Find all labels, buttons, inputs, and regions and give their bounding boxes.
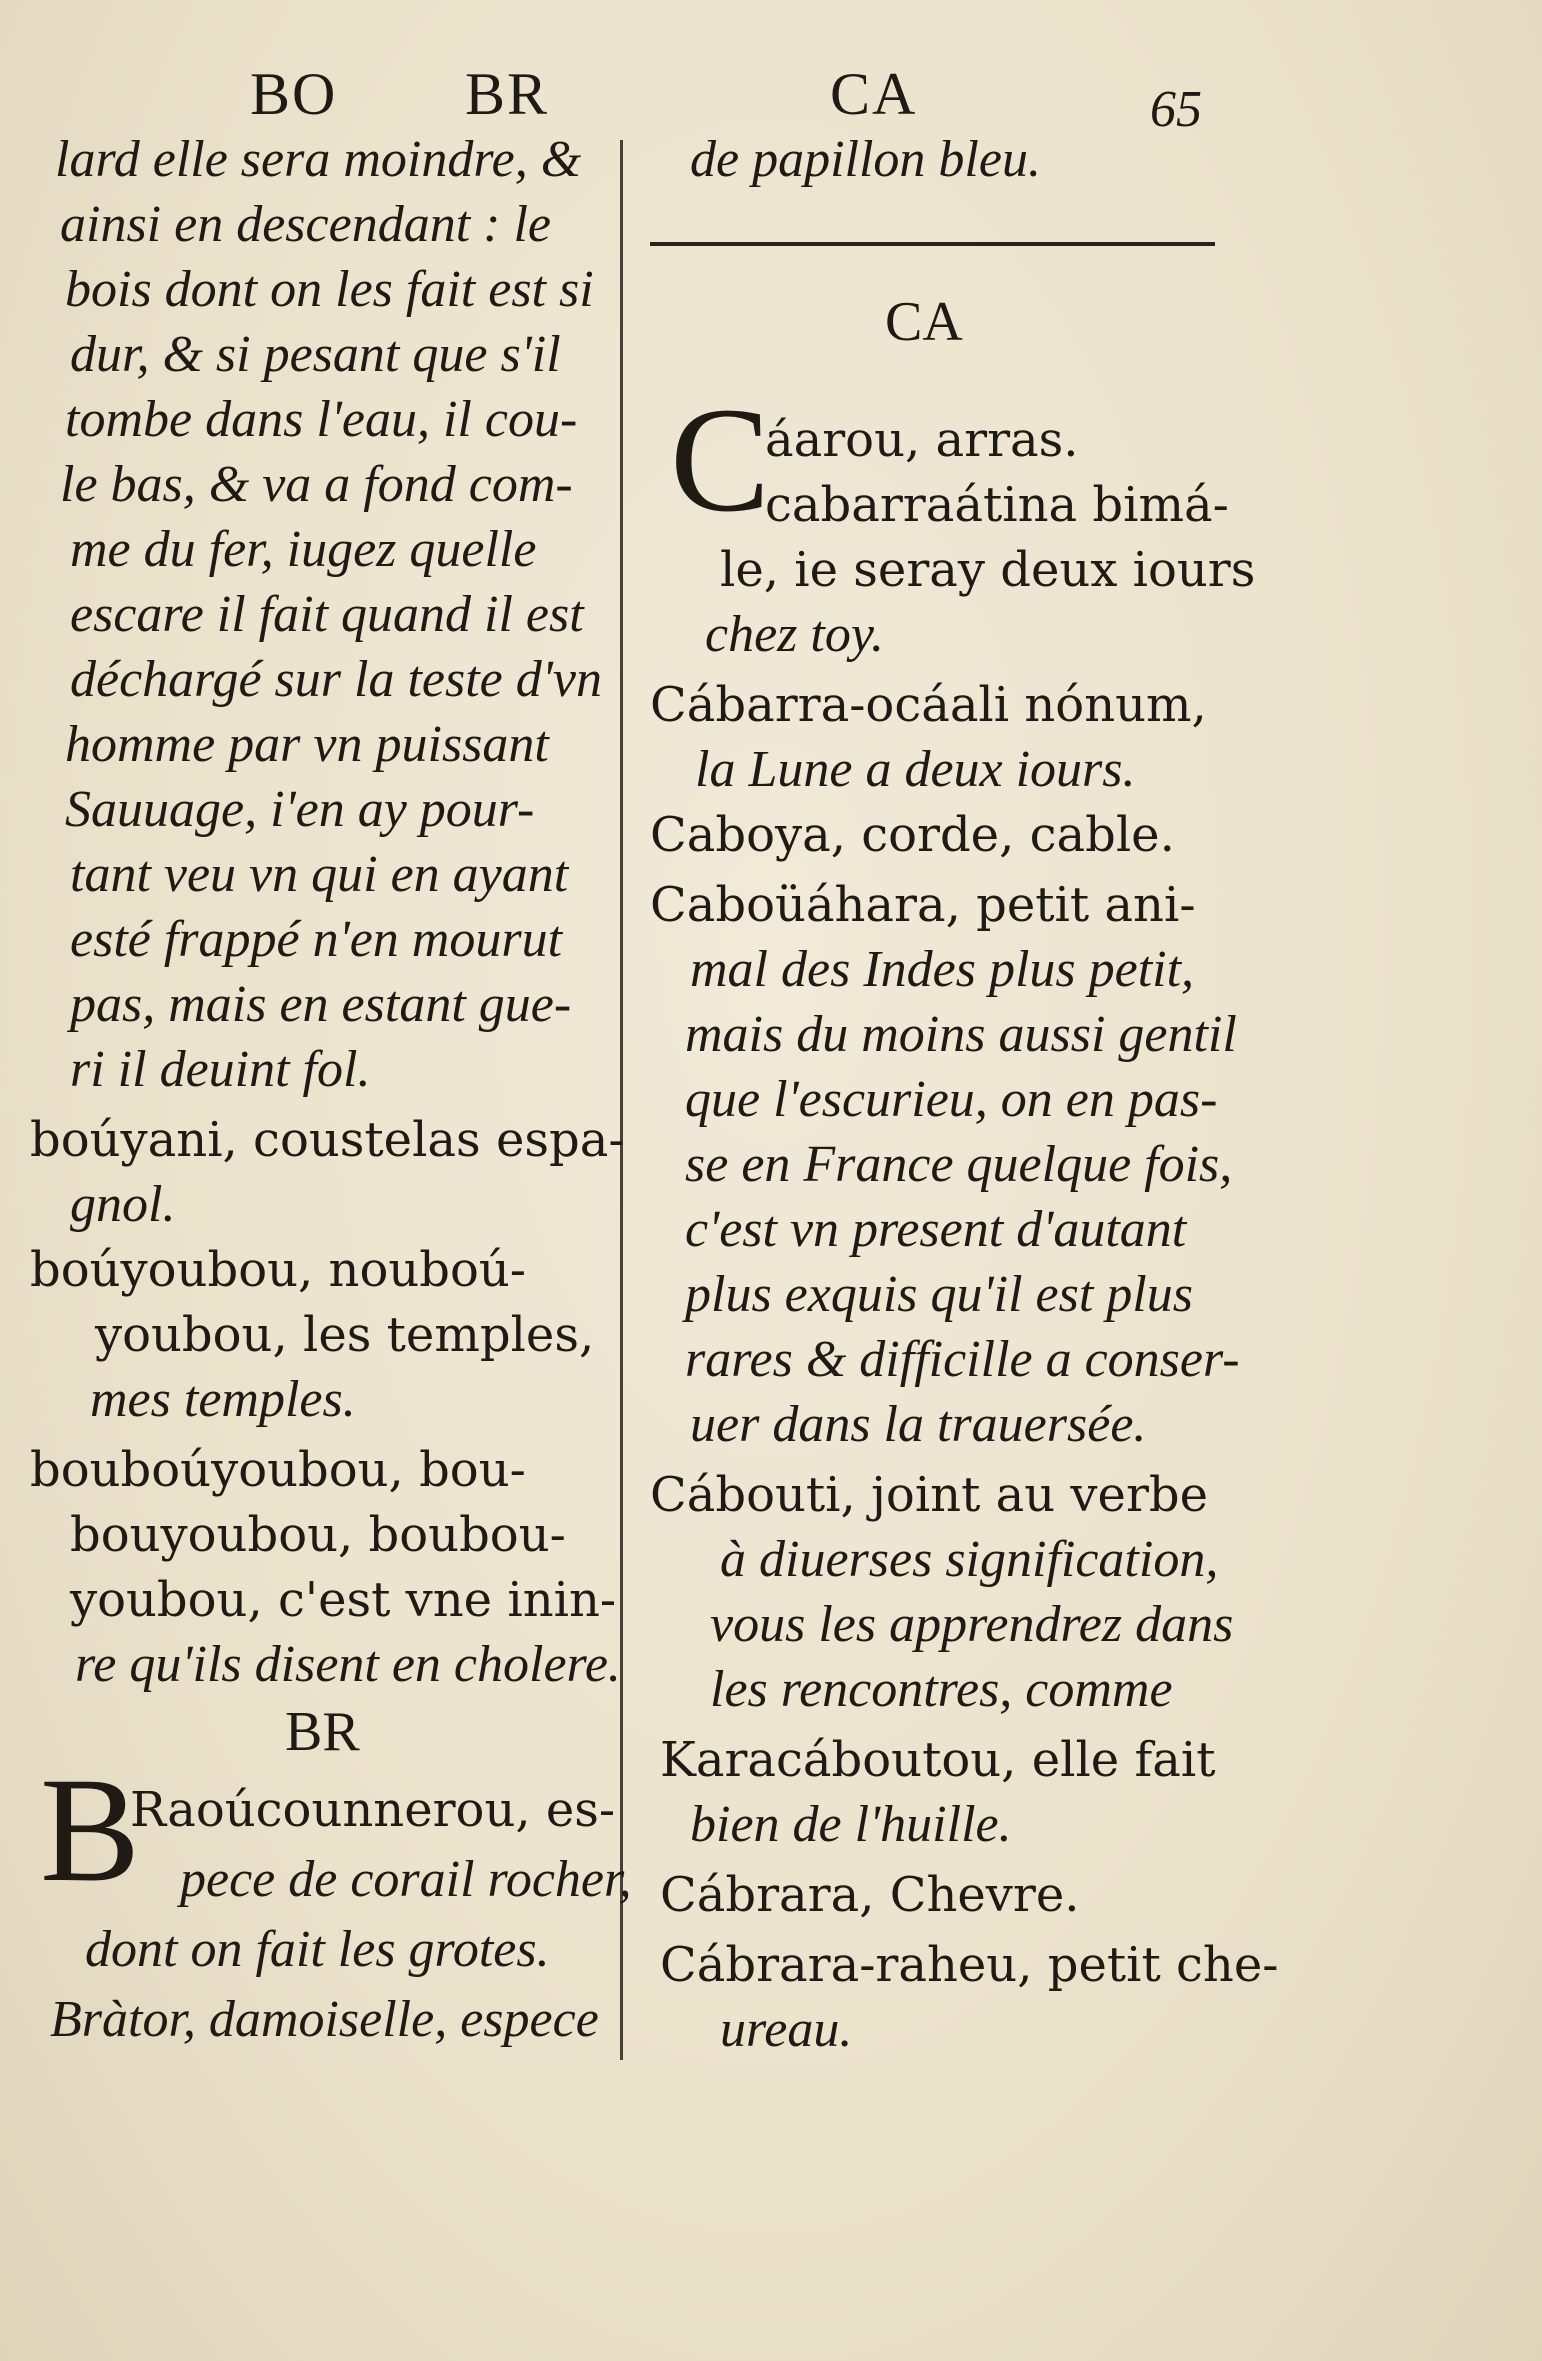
left-line: pece de corail rocher,: [180, 1851, 632, 1908]
left-line: bouboúyoubou, bou-: [30, 1442, 526, 1498]
right-line: mal des Indes plus petit,: [690, 941, 1195, 998]
left-line: escare il fait quand il est: [70, 586, 584, 643]
right-line: à diuerses signification,: [720, 1531, 1219, 1588]
right-line: que l'escurieu, on en pas-: [685, 1071, 1218, 1128]
right-line: les rencontres, comme: [710, 1661, 1173, 1718]
right-line: mais du moins aussi gentil: [685, 1006, 1237, 1063]
left-line: tombe dans l'eau, il cou-: [65, 391, 578, 448]
left-line: Raoúcounnerou, es-: [130, 1782, 616, 1838]
left-line: déchargé sur la teste d'vn: [70, 651, 602, 708]
right-line: Cábarra-ocáali nónum,: [650, 677, 1207, 733]
right-line: se en France quelque fois,: [685, 1136, 1233, 1193]
header-left-1: BO: [250, 61, 338, 127]
left-line: youbou, les temples,: [95, 1307, 595, 1363]
page-number: 65: [1150, 81, 1202, 138]
right-line: plus exquis qu'il est plus: [685, 1266, 1193, 1323]
right-line: vous les apprendrez dans: [710, 1596, 1234, 1653]
left-line: boúyoubou, nouboú-: [30, 1242, 527, 1298]
dropcap-c: C: [670, 377, 771, 543]
left-line: boúyani, coustelas espa-: [30, 1112, 625, 1168]
left-line: tant veu vn qui en ayant: [70, 846, 569, 903]
right-line: la Lune a deux iours.: [695, 741, 1136, 798]
right-line: c'est vn present d'autant: [685, 1201, 1187, 1258]
right-line: chez toy.: [705, 606, 885, 663]
left-line: Sauuage, i'en ay pour-: [65, 781, 535, 838]
right-line: Cábrara-raheu, petit che-: [660, 1937, 1279, 1993]
right-line: Karacáboutou, elle fait: [660, 1732, 1216, 1788]
left-line: dont on fait les grotes.: [85, 1921, 550, 1978]
right-line: ureau.: [720, 2001, 853, 2058]
left-line: me du fer, iugez quelle: [70, 521, 537, 578]
header-left-2: BR: [465, 61, 550, 127]
left-line: youbou, c'est vne inin-: [70, 1572, 617, 1628]
header-right: CA: [830, 61, 918, 127]
right-line: cabarraátina bimá-: [765, 477, 1229, 533]
left-line: gnol.: [70, 1176, 176, 1233]
left-line: pas, mais en estant gue-: [70, 976, 572, 1033]
left-line: bois dont on les fait est si: [65, 261, 594, 318]
section-heading-ca: CA: [885, 291, 963, 353]
right-line: de papillon bleu.: [690, 131, 1041, 188]
left-line: ainsi en descendant : le: [60, 196, 551, 253]
left-line: bouyoubou, boubou-: [70, 1507, 566, 1563]
right-line: áarou, arras.: [765, 412, 1079, 468]
column-divider: [620, 140, 623, 2060]
left-line: Bràtor, damoiselle, espece: [50, 1991, 599, 2048]
left-line: ri il deuint fol.: [70, 1041, 371, 1098]
right-line: Cábrara, Chevre.: [660, 1867, 1080, 1923]
right-line: le, ie seray deux iours: [720, 542, 1256, 598]
section-heading-br: BR: [285, 1701, 360, 1763]
right-line: bien de l'huille.: [690, 1796, 1012, 1853]
right-line: Cábouti, joint au verbe: [650, 1467, 1209, 1523]
right-line: Caboya, corde, cable.: [650, 807, 1175, 863]
left-line: dur, & si pesant que s'il: [70, 326, 561, 383]
section-rule: [650, 242, 1215, 246]
left-line: homme par vn puissant: [65, 716, 549, 773]
left-line: le bas, & va a fond com-: [60, 456, 573, 513]
left-line: mes temples.: [90, 1371, 356, 1428]
dropcap-b: B: [40, 1747, 141, 1913]
right-line: Caboüáhara, petit ani-: [650, 877, 1196, 933]
right-line: rares & difficille a conser-: [685, 1331, 1240, 1388]
left-line: re qu'ils disent en cholere.: [75, 1636, 621, 1693]
left-line: lard elle sera moindre, &: [55, 131, 582, 188]
right-line: uer dans la trauersée.: [690, 1396, 1147, 1453]
left-line: esté frappé n'en mourut: [70, 911, 563, 968]
